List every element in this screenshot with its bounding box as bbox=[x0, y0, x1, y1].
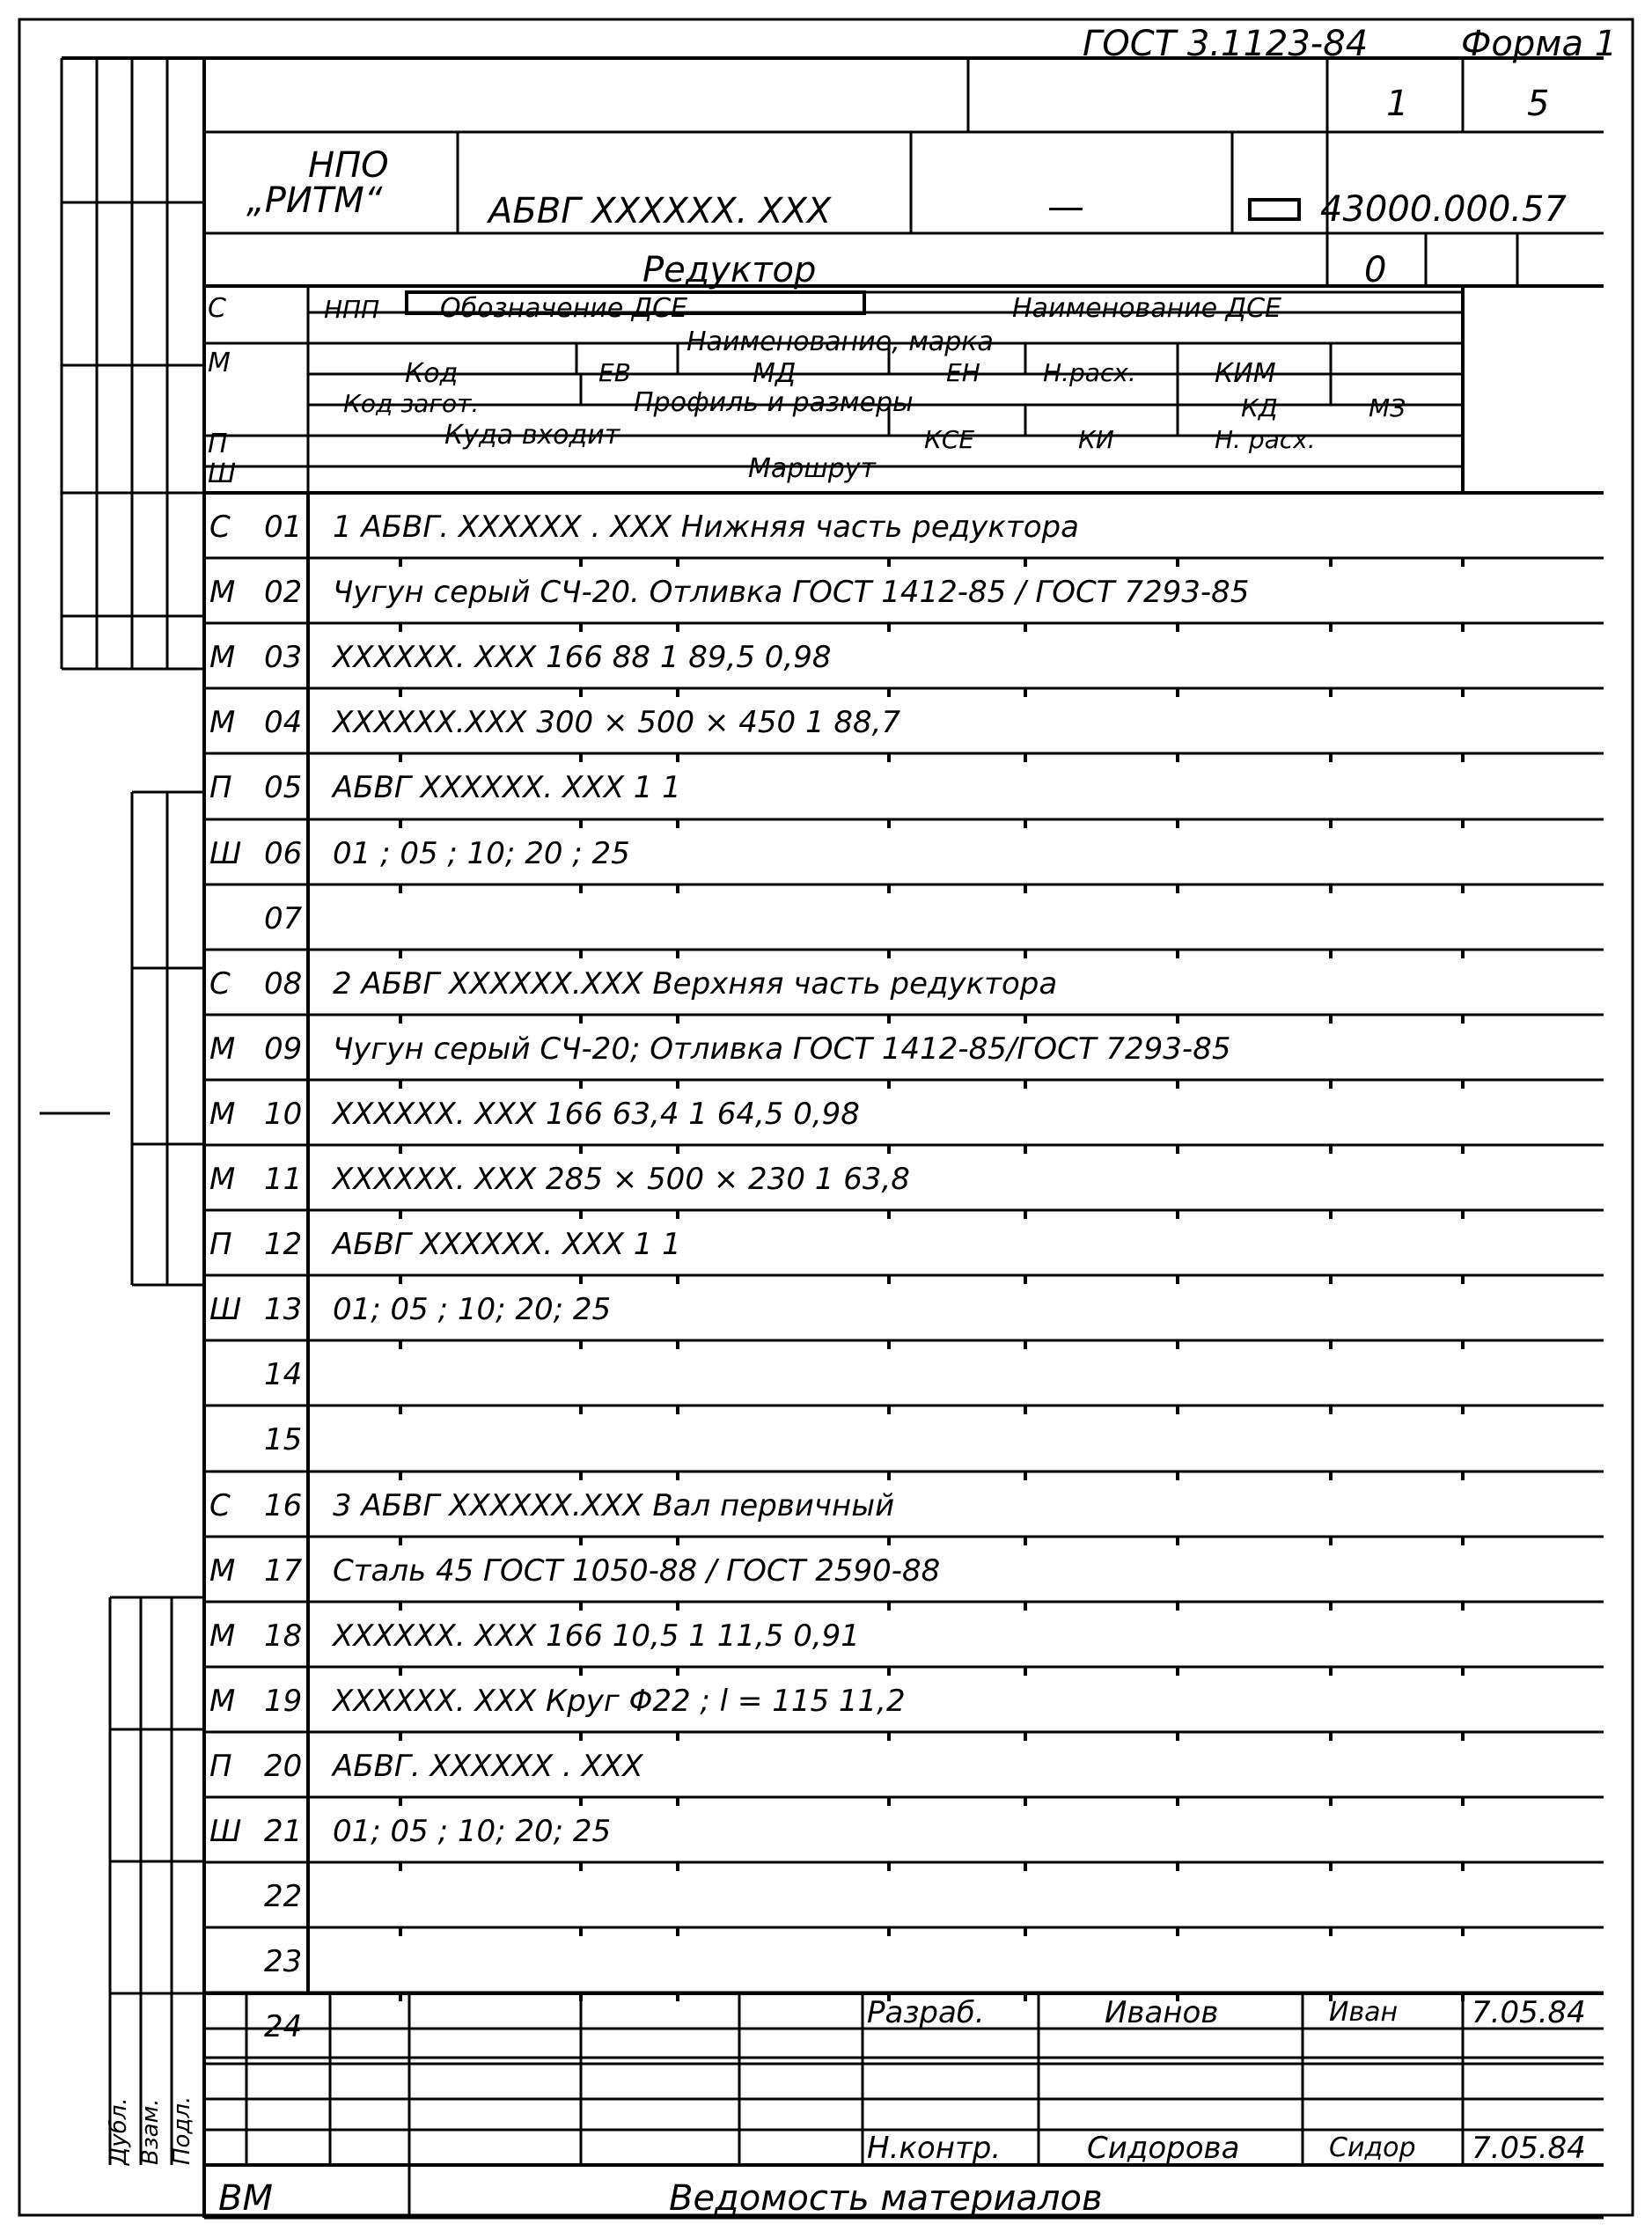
legend-en: ЕН bbox=[946, 358, 980, 387]
doc-number: 43000.000.57 bbox=[1320, 189, 1567, 230]
nkontr-label: Н.контр. bbox=[867, 2131, 1002, 2166]
row-text: XXXXXX. XXX Круг Φ22 ; l = 115 11,2 bbox=[333, 1684, 906, 1719]
row-code: П bbox=[209, 1749, 232, 1784]
row-number: 10 bbox=[264, 1097, 303, 1132]
row-text: 3 АБВГ XXXXXX.XXX Вал первичный bbox=[333, 1488, 895, 1523]
row-number: 20 bbox=[264, 1749, 303, 1784]
row-text: XXXXXX. XXX 166 88 1 89,5 0,98 bbox=[333, 640, 832, 675]
legend-kuda: Куда входит bbox=[444, 420, 620, 451]
row-code: Ш bbox=[209, 836, 242, 871]
row-code: М bbox=[209, 705, 236, 740]
legend-md: МД bbox=[753, 358, 797, 389]
legend-mz: МЗ bbox=[1369, 393, 1406, 422]
row-text: XXXXXX.XXX 300 × 500 × 450 1 88,7 bbox=[333, 705, 901, 740]
zero-field: 0 bbox=[1364, 250, 1387, 290]
legend-naim-marka: Наименование, марка bbox=[686, 327, 994, 357]
row-number: 18 bbox=[264, 1618, 303, 1654]
legend-npp: НПП bbox=[324, 295, 380, 324]
legend-nrash: Н.расх. bbox=[1043, 358, 1136, 387]
row-text: 2 АБВГ XXXXXX.XXX Верхняя часть редуктора bbox=[333, 966, 1058, 1002]
legend-nrash2: Н. расх. bbox=[1215, 425, 1316, 454]
legend-kod-zagot: Код загот. bbox=[343, 389, 480, 418]
razrab-signature: Иван bbox=[1329, 1997, 1399, 2028]
row-text: Чугун серый СЧ-20. Отливка ГОСТ 1412-85 / ГОСТ 7293-85 bbox=[333, 575, 1250, 610]
legend-s: С bbox=[208, 293, 226, 324]
row-code: С bbox=[209, 1488, 231, 1523]
row-number: 15 bbox=[264, 1422, 303, 1457]
form-label: Форма 1 bbox=[1461, 24, 1618, 64]
row-number: 11 bbox=[264, 1162, 303, 1197]
legend-p: П bbox=[208, 429, 228, 459]
legend-marshrut: Маршрут bbox=[748, 453, 877, 484]
razrab-label: Разраб. bbox=[867, 1995, 985, 2030]
row-number: 06 bbox=[264, 836, 303, 871]
row-code: М bbox=[209, 1162, 236, 1197]
row-number: 14 bbox=[264, 1357, 303, 1392]
legend-kd: КД bbox=[1241, 393, 1278, 422]
doc-code: АБВГ XXXXXX. XXX bbox=[488, 191, 832, 231]
legend-sh: Ш bbox=[208, 459, 237, 489]
org-line2: „РИТМ“ bbox=[246, 180, 383, 221]
row-number: 13 bbox=[264, 1292, 303, 1327]
row-number: 02 bbox=[264, 575, 303, 610]
legend-profil: Профиль и размеры bbox=[634, 387, 914, 418]
row-number: 05 bbox=[264, 770, 303, 805]
legend-ki: КИ bbox=[1078, 425, 1114, 454]
razrab-name: Иванов bbox=[1105, 1995, 1219, 2030]
gost-label: ГОСТ 3.1123-84 bbox=[1083, 24, 1369, 64]
row-number: 09 bbox=[264, 1031, 303, 1067]
legend-naim-dse: Наименование ДСЕ bbox=[1012, 293, 1282, 324]
checkbox-icon bbox=[1248, 198, 1301, 221]
row-number: 24 bbox=[264, 2009, 303, 2044]
side-podl: Подл. bbox=[169, 2095, 195, 2165]
nkontr-date: 7.05.84 bbox=[1472, 2131, 1586, 2166]
row-text: 01 ; 05 ; 10; 20 ; 25 bbox=[333, 836, 630, 871]
row-text: XXXXXX. XXX 166 10,5 1 11,5 0,91 bbox=[333, 1618, 860, 1654]
row-number: 23 bbox=[264, 1944, 303, 1979]
doc-type: ВМ bbox=[218, 2178, 273, 2219]
row-text: АБВГ. XXXXXX . XXX bbox=[333, 1749, 643, 1784]
legend-oboz: Обозначение ДСЕ bbox=[440, 293, 688, 324]
row-number: 03 bbox=[264, 640, 303, 675]
row-number: 12 bbox=[264, 1227, 303, 1262]
nkontr-name: Сидорова bbox=[1087, 2131, 1240, 2166]
row-number: 22 bbox=[264, 1879, 303, 1914]
legend-kim: КИМ bbox=[1215, 358, 1276, 389]
row-number: 17 bbox=[264, 1553, 303, 1589]
row-number: 08 bbox=[264, 966, 303, 1002]
row-code: М bbox=[209, 1031, 236, 1067]
row-number: 04 bbox=[264, 705, 303, 740]
row-text: Сталь 45 ГОСТ 1050-88 / ГОСТ 2590-88 bbox=[333, 1553, 941, 1589]
razrab-date: 7.05.84 bbox=[1472, 1995, 1586, 2030]
row-text: XXXXXX. XXX 166 63,4 1 64,5 0,98 bbox=[333, 1097, 860, 1132]
row-number: 01 bbox=[264, 510, 303, 545]
row-text: 01; 05 ; 10; 20; 25 bbox=[333, 1814, 612, 1849]
row-text: АБВГ XXXXXX. XXX 1 1 bbox=[333, 1227, 681, 1262]
row-code: М bbox=[209, 575, 236, 610]
row-code: М bbox=[209, 1553, 236, 1589]
doc-title: Ведомость материалов bbox=[669, 2178, 1103, 2219]
row-code: Ш bbox=[209, 1292, 242, 1327]
row-code: М bbox=[209, 1618, 236, 1654]
row-number: 16 bbox=[264, 1488, 303, 1523]
dash: — bbox=[1047, 185, 1084, 228]
row-code: П bbox=[209, 770, 232, 805]
nkontr-signature: Сидор bbox=[1329, 2132, 1416, 2163]
org-line1: НПО bbox=[308, 145, 389, 186]
row-number: 07 bbox=[264, 901, 303, 936]
row-text: XXXXXX. XXX 285 × 500 × 230 1 63,8 bbox=[333, 1162, 910, 1197]
side-vzam: Взам. bbox=[137, 2098, 164, 2165]
legend-kse: КСЕ bbox=[924, 425, 975, 454]
row-code: М bbox=[209, 640, 236, 675]
legend-m: М bbox=[208, 348, 231, 378]
row-number: 19 bbox=[264, 1684, 303, 1719]
row-number: 21 bbox=[264, 1814, 303, 1849]
legend-kod: Код bbox=[405, 358, 459, 389]
sheets-count: 5 bbox=[1527, 84, 1550, 124]
side-dubl: Дубл. bbox=[106, 2097, 132, 2165]
row-code: П bbox=[209, 1227, 232, 1262]
row-text: АБВГ XXXXXX. XXX 1 1 bbox=[333, 770, 681, 805]
sheet-number: 1 bbox=[1386, 84, 1409, 124]
row-code: Ш bbox=[209, 1814, 242, 1849]
legend-ev: ЕВ bbox=[598, 358, 631, 387]
product-name: Редуктор bbox=[642, 250, 817, 290]
row-code: М bbox=[209, 1097, 236, 1132]
row-text: Чугун серый СЧ-20; Отливка ГОСТ 1412-85/ГОСТ 7293-85 bbox=[333, 1031, 1231, 1067]
row-code: С bbox=[209, 510, 231, 545]
row-text: 1 АБВГ. XXXXXX . XXX Нижняя часть редуктора bbox=[333, 510, 1079, 545]
row-code: С bbox=[209, 966, 231, 1002]
row-text: 01; 05 ; 10; 20; 25 bbox=[333, 1292, 612, 1327]
row-code: М bbox=[209, 1684, 236, 1719]
